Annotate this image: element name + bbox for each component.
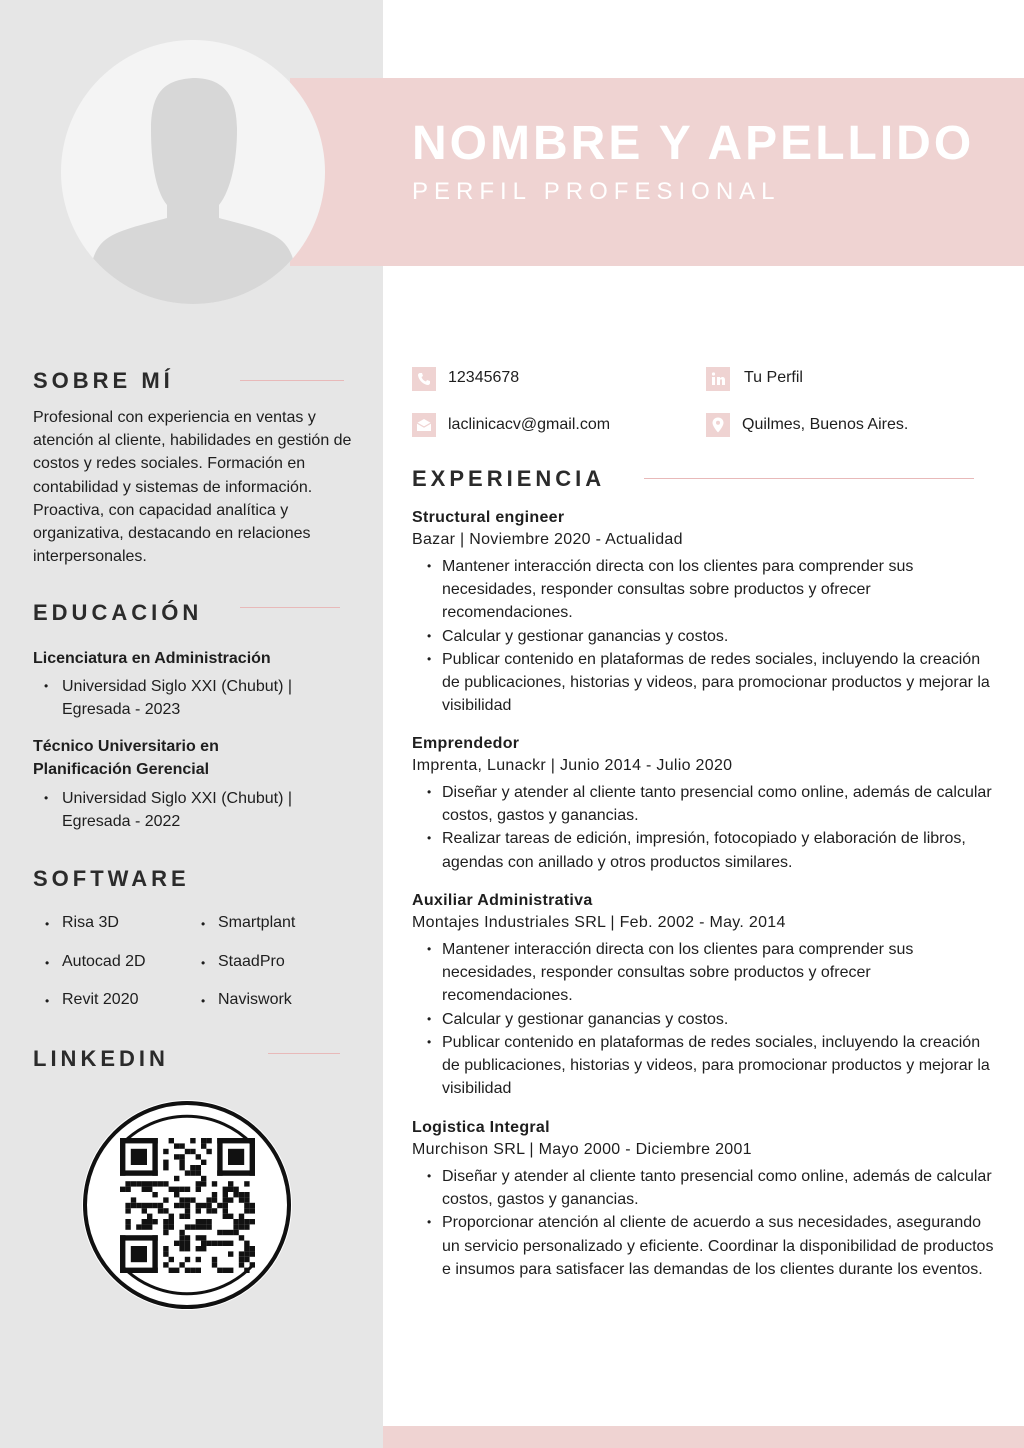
experience-job (412, 890, 1002, 1100)
experience-divider (644, 478, 974, 479)
list-item: • Realizar tareas de edición, impresión, fotocopiado y elaboración de libros, agendas con anillado y otros productos similares. (442, 827, 1002, 873)
full-name: NOMBRE Y APELLIDO (412, 117, 975, 170)
list-item: • Proporcionar atención al cliente de acuerdo a sus necesidades, asegurando un servicio personalizado y eficiente. Coordinar la disponibilidad de productos e insumos para satisfacer las demandas de los clientes durante los eventos. (442, 1211, 997, 1281)
list-item: • Publicar contenido en plataformas de redes sociales, incluyendo la creación de publicaciones, historias y videos, para promocionar productos y mejorar la visibilidad (442, 1031, 1002, 1101)
job-title: Emprendedor (412, 735, 520, 752)
list-item: • Calcular y gestionar ganancias y costos. (442, 1008, 1002, 1031)
education-title: EDUCACIÓN (33, 600, 203, 625)
list-item: • Publicar contenido en plataformas de redes sociales, incluyendo la creación de publicaciones, historias y videos, para promocionar productos y mejorar la visibilidad (442, 648, 1002, 718)
email-address: laclinicacv@gmail.com (448, 416, 611, 433)
qr-code-badge[interactable] (82, 1100, 292, 1310)
about-divider (240, 380, 344, 381)
software-item: • Autocad 2D (62, 953, 146, 971)
header-banner (290, 78, 1024, 266)
list-item: • Mantener interacción directa con los clientes para comprender sus necesidades, responder consultas sobre productos y ofrecer recomendaciones. (442, 555, 1002, 625)
education-detail: • Universidad Siglo XXI (Chubut) | Egresada - 2023 (62, 675, 292, 721)
job-bullets (412, 781, 1002, 874)
linkedin-divider (268, 1053, 340, 1054)
software-title: SOFTWARE (33, 866, 190, 891)
experience-job (412, 1117, 997, 1281)
linkedin-profile-link[interactable]: Tu Perfil (744, 369, 803, 386)
job-title: Structural engineer (412, 509, 565, 526)
software-item: • Smartplant (218, 914, 295, 932)
footer-bar (383, 1426, 1024, 1448)
software-item: • Risa 3D (62, 914, 119, 932)
job-subtitle: Murchison SRL | Mayo 2000 - Diciembre 2001 (412, 1141, 752, 1158)
software-item: • Revit 2020 (62, 991, 139, 1009)
location-text: Quilmes, Buenos Aires. (742, 416, 909, 433)
job-subtitle: Bazar | Noviembre 2020 - Actualidad (412, 531, 683, 548)
about-title: SOBRE MÍ (33, 368, 174, 393)
job-bullets (412, 1165, 997, 1281)
job-title: Auxiliar Administrativa (412, 892, 593, 909)
experience-title: EXPERIENCIA (412, 466, 606, 491)
list-item: • Diseñar y atender al cliente tanto presencial como online, además de calcular costos, gastos y ganancias. (442, 781, 1002, 827)
job-title: Logistica Integral (412, 1119, 550, 1136)
experience-job (412, 733, 1002, 874)
qr-code-icon (82, 1100, 292, 1310)
experience-job (412, 507, 1002, 717)
list-item: • Calcular y gestionar ganancias y costos. (442, 625, 1002, 648)
location-icon (706, 413, 730, 437)
job-bullets (412, 938, 1002, 1100)
linkedin-title: LINKEDIN (33, 1046, 169, 1071)
person-silhouette-icon (61, 40, 325, 304)
linkedin-icon (706, 367, 730, 391)
software-item: • StaadPro (218, 953, 285, 971)
about-text: Profesional con experiencia en ventas y atención al cliente, habilidades en gestión de costos y redes sociales. Formación en contabilidad y sistemas de información. Proactiva, con capacidad analítica y organizativa, destacando en relaciones interpersonales. (33, 409, 352, 566)
phone-icon (412, 367, 436, 391)
job-bullets (412, 555, 1002, 717)
software-item: • Naviswork (218, 991, 292, 1009)
job-subtitle: Imprenta, Lunackr | Junio 2014 - Julio 2020 (412, 757, 733, 774)
education-divider (240, 607, 340, 608)
phone-number: 12345678 (448, 369, 520, 386)
list-item: • Mantener interacción directa con los clientes para comprender sus necesidades, responder consultas sobre productos y ofrecer recomendaciones. (442, 938, 1002, 1008)
education-degree: Licenciatura en Administración (33, 650, 271, 667)
list-item: • Diseñar y atender al cliente tanto presencial como online, además de calcular costos, gastos y ganancias. (442, 1165, 997, 1211)
email-icon (412, 413, 436, 437)
education-degree: Técnico Universitario en Planificación Gerencial (33, 738, 219, 778)
job-subtitle: Montajes Industriales SRL | Feb. 2002 - May. 2014 (412, 914, 786, 931)
profile-photo (61, 40, 325, 304)
education-detail: • Universidad Siglo XXI (Chubut) | Egresada - 2022 (62, 787, 292, 833)
profile-subtitle: PERFIL PROFESIONAL (412, 178, 781, 205)
